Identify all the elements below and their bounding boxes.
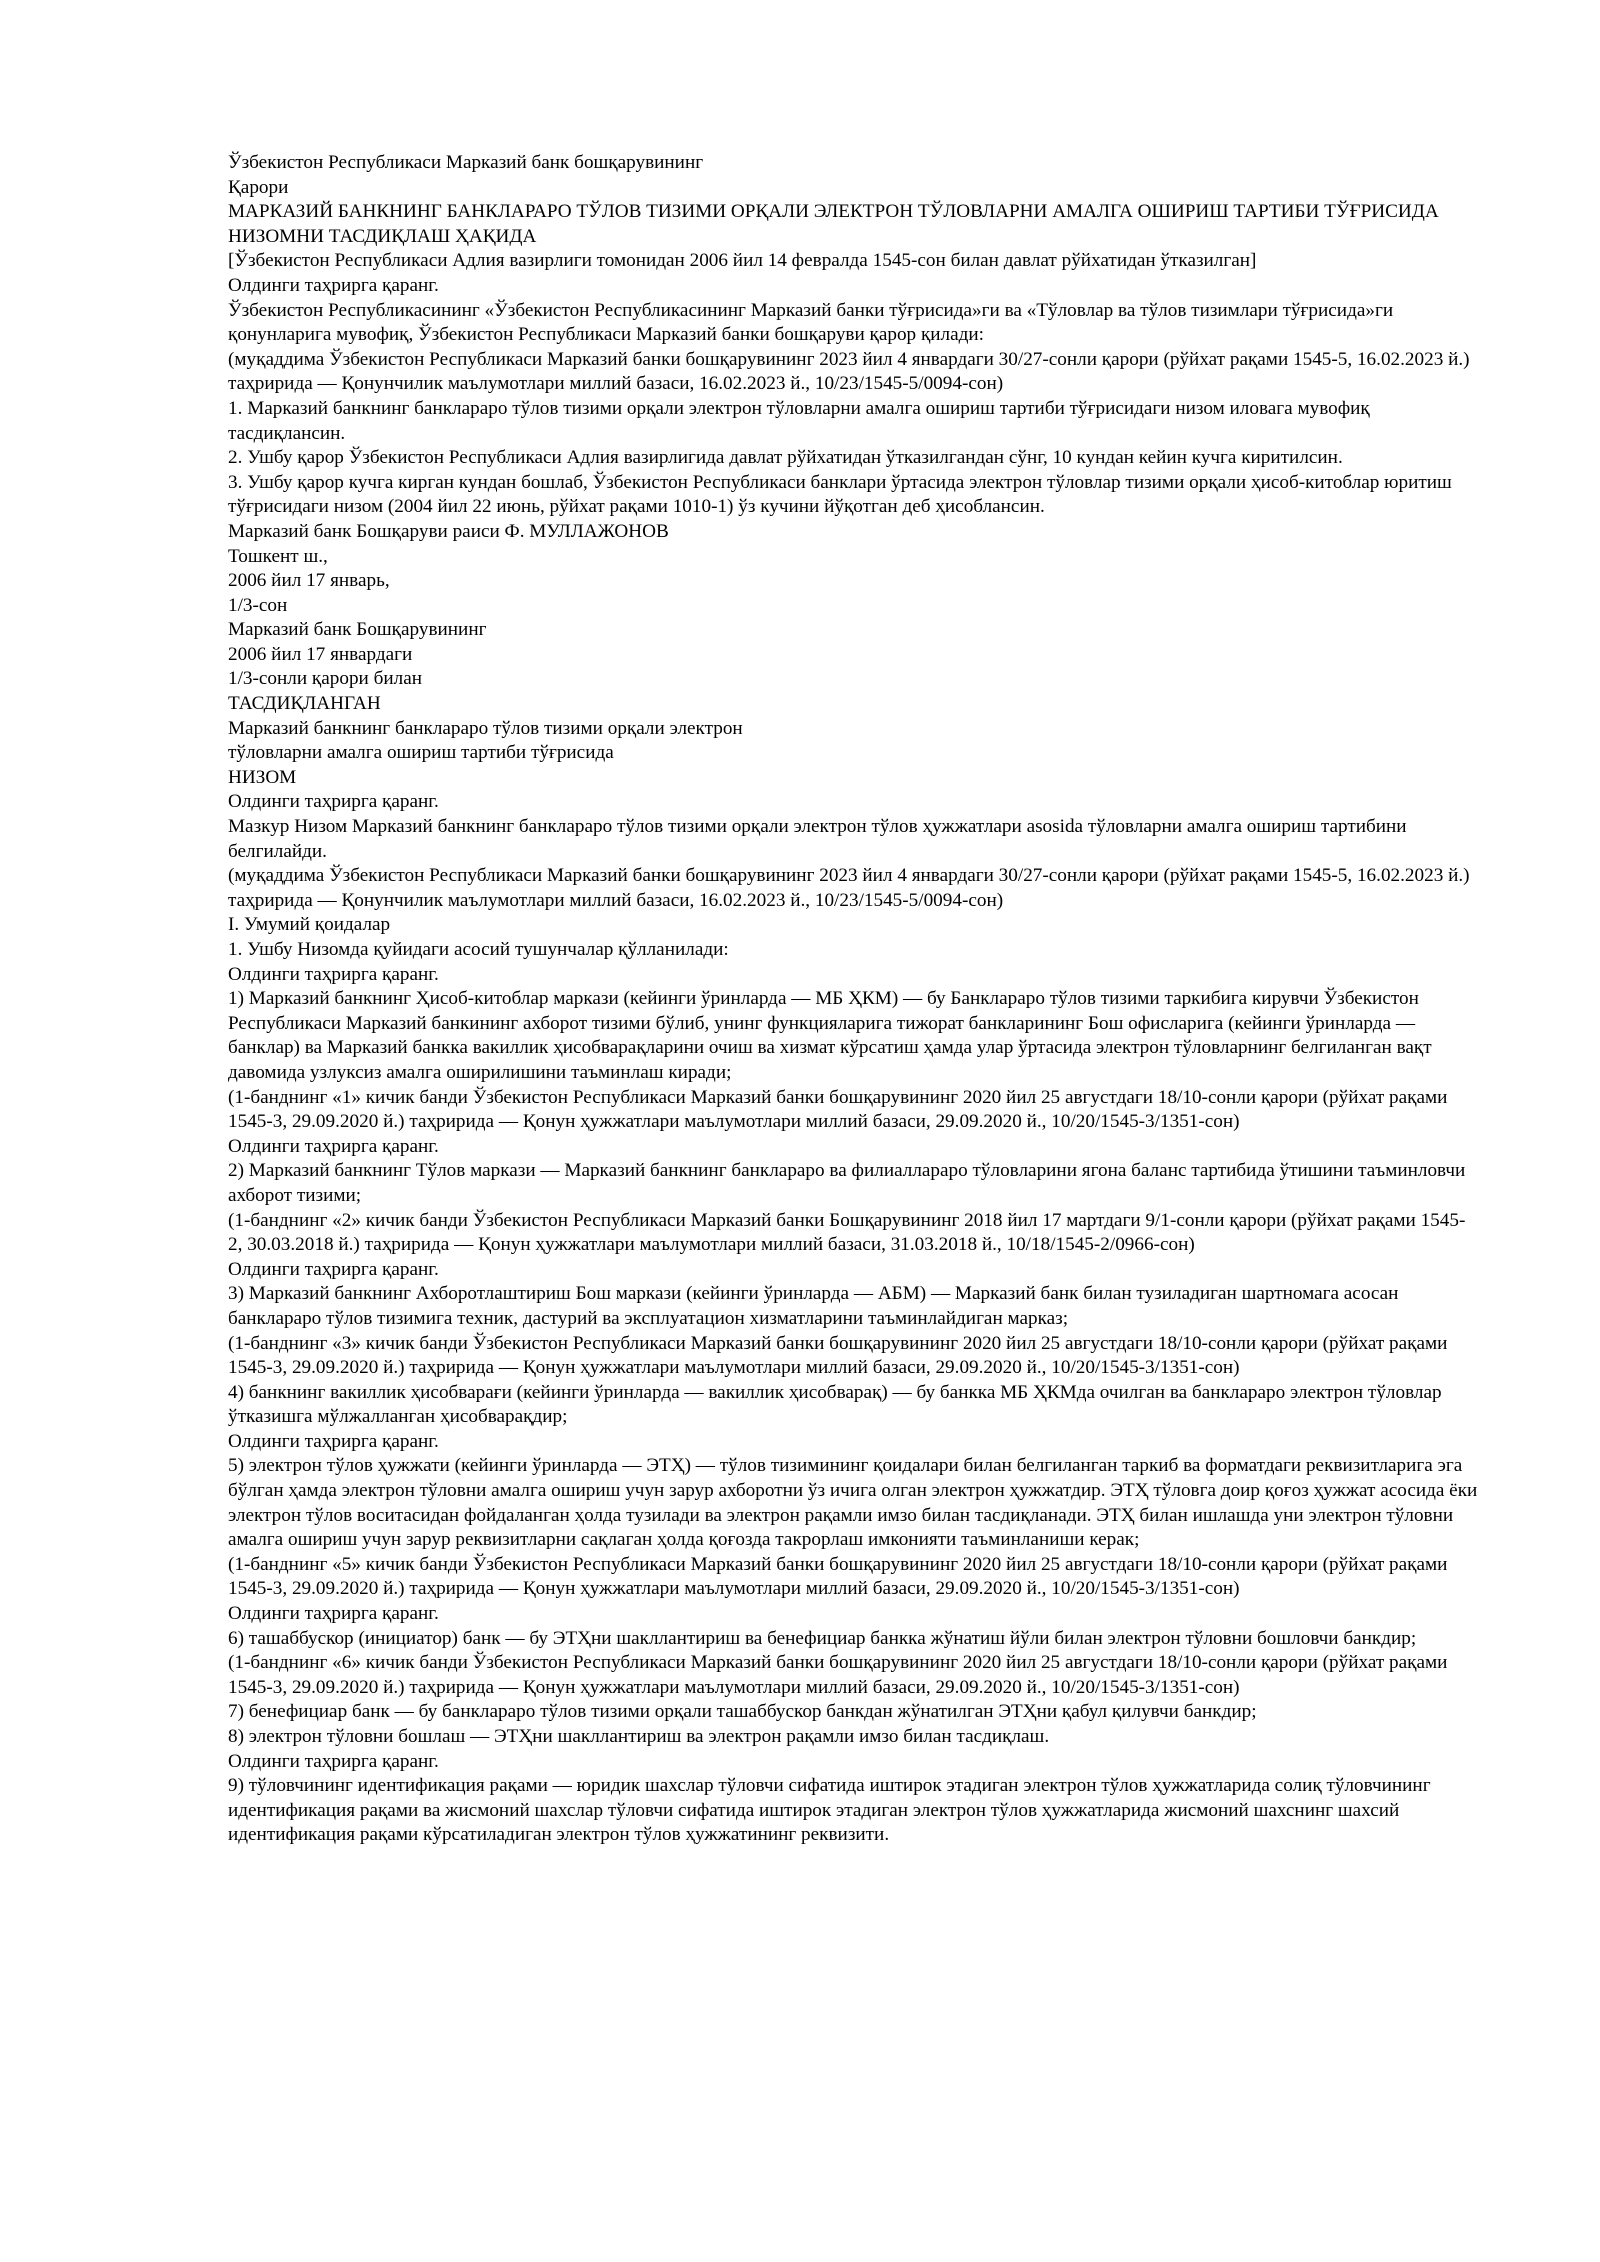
paragraph: Мазкур Низом Марказий банкнинг банклараро тўлов тизими орқали электрон тўлов ҳужжатлари asosida тўловларни амалга ошириш тартибини белгилайди.	[228, 816, 1407, 862]
date-line: 2006 йил 17 январь,	[228, 570, 390, 592]
paragraph: 5) электрон тўлов ҳужжати (кейинги ўринларда — ЭТҲ) — тўлов тизимининг қоидалари билан белгиланган таркиб ва форматдаги реквизитларига эга бўлган ҳамда электрон тўловни амалга ошириш учун зарур ахборотни ўз ичига олган электрон ҳужжатдир. ЭТҲ тўловга доир қоғоз ҳужжат асосида ёки электрон тўлов воситасидан фойдаланган ҳолда тузилади ва электрон рақамли имзо билан тасдиқланади. ЭТҲ билан ишлашда уни электрон тўловни амалга ошириш учун зарур реквизитларни сақлаган ҳолда қоғозда такрорлаш имконияти таъминланиши керак;	[228, 1455, 1478, 1551]
paragraph: 8) электрон тўловни бошлаш — ЭТҲни шакллантириш ва электрон рақамли имзо билан тасдиқлаш.	[228, 1726, 1050, 1747]
place-line: Тошкент ш.,	[228, 545, 328, 567]
number-line: 1/3-сон	[228, 594, 288, 616]
paragraph: Ўзбекистон Республикасининг «Ўзбекистон Республикасининг Марказий банки тўғрисида»ги ва «Тўловлар ва тўлов тизимлари тўғрисида»ги қонунларига мувофиқ, Ўзбекистон Республикаси Марказий банки бошқаруви қарор қилади:	[228, 299, 1394, 346]
paragraph: 1) Марказий банкнинг Ҳисоб-китоблар маркази (кейинги ўринларда — МБ ҲКМ) — бу Банклараро тўлов тизими таркибига кирувчи Ўзбекистон Республикаси Марказий банкининг ахборот тизими бўлиб, унинг функцияларига тижорат банкларининг Бош офисларига (кейинги ўринларда — банклар) ва Марказий банкка вакиллик ҳисобварақларини очиш ва хизмат кўрсатиш ҳамда улар ўртасида электрон тўловларнинг белгиланган вақт давомида узлуксиз амалга оширилишини таъминлаш киради;	[228, 988, 1432, 1083]
regulation-heading: НИЗОМ	[228, 766, 297, 788]
paragraph: 2) Марказий банкнинг Тўлов маркази — Марказий банкнинг банклараро ва филиалларaро тўловларини ягона баланс тартибида ўтишини таъминловчи ахборот тизими;	[228, 1160, 1466, 1206]
paragraph: 2. Ушбу қарор Ўзбекистон Республикаси Адлия вазирлигида давлат рўйхатидан ўтказилгандан сўнг, 10 кундан кейин кучга киритилсин.	[228, 447, 1343, 469]
previous-edition-link[interactable]: Олдинги таҳрирга қаранг.	[228, 274, 439, 296]
paragraph: 9) тўловчининг идентификация рақами — юридик шахслар тўловчи сифатида иштирок этадиган электрон тўлов ҳужжатларида солиқ тўловчининг идентификация рақами ва жисмоний шахслар тўловчи сифатида иштирок этадиган электрон тўлов ҳужжатларида жисмоний шахснинг шахсий идентификация рақами кўрсатиладиган электрон тўлов ҳужжатининг реквизити.	[228, 1775, 1431, 1846]
paragraph: 3. Ушбу қарор кучга кирган кундан бошлаб, Ўзбекистон Республикаси банклари ўртасида электрон тўловлар тизими орқали ҳисоб-китоблар юритиш тўғрисидаги низом (2004 йил 22 июнь, рўйхат рақами 1010-1) ўз кучини йўқотган деб ҳисоблансин.	[228, 471, 1452, 518]
paragraph: 1. Ушбу Низомда қуйидаги асосий тушунчалар қўлланилади:	[228, 939, 729, 960]
paragraph: 7) бенефициар банк — бу банклараро тўлов тизими орқали ташаббускор банкдан жўнатилган ЭТҲни қабул қилувчи банкдир;	[228, 1701, 1257, 1723]
paragraph: 3) Марказий банкнинг Ахборотлаштириш Бош маркази (кейинги ўринларда — АБМ) — Марказий банк билан тузиладиган шартномага асосан банклараро тўлов тизимига техник, дастурий ва эксплуатацион хизматларини таъминлайдиган марказ;	[228, 1283, 1399, 1329]
amendment-note: (муқаддима Ўзбекистон Республикаси Марказий банки бошқарувининг 2023 йил 4 январдаги 30/27-сонли қарори (рўйхат рақами 1545-5, 16.02.2023 й.) таҳририда — Қонунчилик маълумотлари миллий базаси, 16.02.2023 й., 10/23/1545-5/0094-сон)	[228, 865, 1470, 911]
section-heading: I. Умумий қоидалар	[228, 914, 391, 936]
document-title: МАРКАЗИЙ БАНКНИНГ БАНКЛАРАРО ТЎЛОВ ТИЗИМИ ОРҚАЛИ ЭЛЕКТРОН ТЎЛОВЛАРНИ АМАЛГА ОШИРИШ ТАРТИБИ ТЎҒРИСИДА НИЗОМНИ ТАСДИҚЛАШ ҲАҚИДА	[228, 201, 1439, 247]
registration-note: [Ўзбекистон Республикаси Адлия вазирлиги томонидан 2006 йил 14 февралда 1545-сон билан давлат рўйхатидан ўтказилган]	[228, 250, 1257, 272]
regulation-title-line: тўловларни амалга ошириш тартиби тўғрисида	[228, 742, 614, 764]
regulation-title-line: Марказий банкнинг банклараро тўлов тизими орқали электрон	[228, 717, 743, 739]
previous-edition-link[interactable]: Олдинги таҳрирга қаранг.	[228, 1603, 439, 1625]
header-line: Қарори	[228, 176, 289, 198]
amendment-note: (1-банднинг «3» кичик банди Ўзбекистон Республикаси Марказий банки бошқарувининг 2020 йил 25 августдаги 18/10-сонли қарори (рўйхат рақами 1545-3, 29.09.2020 й.) таҳририда — Қонун ҳужжатлари маълумотлари миллий базаси, 29.09.2020 й., 10/20/1545-3/1351-сон)	[228, 1332, 1448, 1379]
previous-edition-link[interactable]: Олдинги таҳрирга қаранг.	[228, 963, 439, 985]
amendment-note: (1-банднинг «2» кичик банди Ўзбекистон Республикаси Марказий банки Бошқарувининг 2018 йил 17 мартдаги 9/1-сонли қарори (рўйхат рақами 1545-2, 30.03.2018 й.) таҳририда — Қонун ҳужжатлари маълумотлари миллий базаси, 31.03.2018 й., 10/18/1545-2/0966-сон)	[228, 1209, 1466, 1256]
approval-block-line: 2006 йил 17 январдаги	[228, 643, 413, 665]
approval-block-line: ТАСДИҚЛАНГАН	[228, 693, 381, 715]
previous-edition-link[interactable]: Олдинги таҳрирга қаранг.	[228, 1750, 439, 1772]
header-line: Ўзбекистон Республикаси Марказий банк бошқарувининг	[228, 152, 704, 173]
amendment-note: (муқаддима Ўзбекистон Республикаси Марказий банки бошқарувининг 2023 йил 4 январдаги 30/27-сонли қарори (рўйхат рақами 1545-5, 16.02.2023 й.) таҳририда — Қонунчилик маълумотлари миллий базаси, 16.02.2023 й., 10/23/1545-5/0094-сон)	[228, 348, 1470, 395]
approval-block-line: 1/3-сонли қарори билан	[228, 668, 423, 690]
paragraph: 6) ташаббускор (инициатор) банк — бу ЭТҲни шакллантириш ва бенефициар банкка жўнатиш йўли билан электрон тўловни бошловчи банкдир;	[228, 1627, 1417, 1649]
document-body	[228, 151, 1478, 1848]
signature-line: Марказий банк Бошқаруви раиси Ф. МУЛЛАЖОНОВ	[228, 520, 669, 542]
amendment-note: (1-банднинг «5» кичик банди Ўзбекистон Республикаси Марказий банки бошқарувининг 2020 йил 25 августдаги 18/10-сонли қарори (рўйхат рақами 1545-3, 29.09.2020 й.) таҳририда — Қонун ҳужжатлари маълумотлари миллий базаси, 29.09.2020 й., 10/20/1545-3/1351-сон)	[228, 1553, 1448, 1600]
approval-block-line: Марказий банк Бошқарувининг	[228, 619, 487, 641]
paragraph: 4) банкнинг вакиллик ҳисобварағи (кейинги ўринларда — вакиллик ҳисобварақ) — бу банкка МБ ҲКМда очилган ва банклараро электрон тўловлар ўтказишга мўлжалланган ҳисобварақдир;	[228, 1381, 1442, 1428]
paragraph: 1. Марказий банкнинг банклараро тўлов тизими орқали электрон тўловларни амалга ошириш тартиби тўғрисидаги низом иловага мувофиқ тасдиқлансин.	[228, 397, 1370, 444]
previous-edition-link[interactable]: Олдинги таҳрирга қаранг.	[228, 1258, 439, 1280]
previous-edition-link[interactable]: Олдинги таҳрирга қаранг.	[228, 791, 439, 813]
previous-edition-link[interactable]: Олдинги таҳрирга қаранг.	[228, 1135, 439, 1157]
amendment-note: (1-банднинг «6» кичик банди Ўзбекистон Республикаси Марказий банки бошқарувининг 2020 йил 25 августдаги 18/10-сонли қарори (рўйхат рақами 1545-3, 29.09.2020 й.) таҳририда — Қонун ҳужжатлари маълумотлари миллий базаси, 29.09.2020 й., 10/20/1545-3/1351-сон)	[228, 1652, 1448, 1698]
amendment-note: (1-банднинг «1» кичик банди Ўзбекистон Республикаси Марказий банки бошқарувининг 2020 йил 25 августдаги 18/10-сонли қарори (рўйхат рақами 1545-3, 29.09.2020 й.) таҳририда — Қонун ҳужжатлари маълумотлари миллий базаси, 29.09.2020 й., 10/20/1545-3/1351-сон)	[228, 1086, 1448, 1133]
previous-edition-link[interactable]: Олдинги таҳрирга қаранг.	[228, 1430, 439, 1452]
